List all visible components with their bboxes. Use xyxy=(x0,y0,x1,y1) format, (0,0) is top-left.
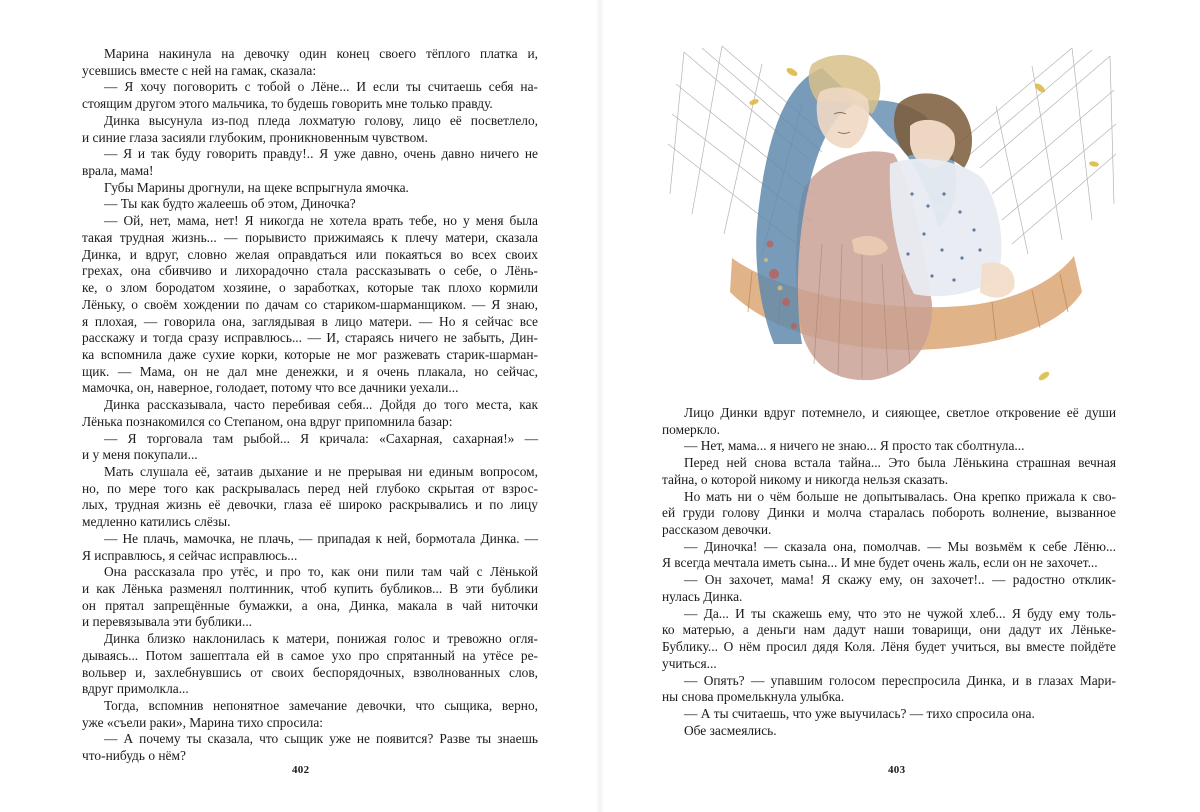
text-line: и как Лёнька разменял полтинник, чтоб купить бубликов... В эти бублики xyxy=(82,581,538,596)
text-line: Мать слушала её, затаив дыхание и не прерывая ни единым вопросом, xyxy=(104,463,538,479)
text-line: рассказом девочки. xyxy=(662,522,772,538)
right-page xyxy=(600,0,1200,812)
illustration-image xyxy=(662,44,1118,390)
text-line: ко матерью, а деньги нам дадут наши товарищи, они дадут их Лёньке- xyxy=(662,622,1116,638)
text-line: Перед ней снова встала тайна... Это была Лёнькина страшная вечная xyxy=(684,455,1116,471)
text-line: померкло. xyxy=(662,421,720,437)
text-line: Губы Марины дрогнули, на щеке вспрыгнула ямочка. xyxy=(104,179,409,195)
text-line: ке, о злом бородатом хозяине, о заработках, которые так плохо кормили xyxy=(82,280,538,296)
text-line: Лёньку, о своём хождении по дачам со стариком-шарманщиком. — Я знаю, xyxy=(82,296,538,312)
text-line: Лицо Динки вдруг потемнело, и сияющее, светлое откровение её души xyxy=(684,405,1116,420)
text-line: — Ой, нет, мама, нет! Я никогда не хотела врать тебе, но у меня была xyxy=(104,213,538,229)
text-line: — Опять? — упавшим голосом переспросила Динка, и в глазах Мари- xyxy=(684,672,1116,688)
text-line: стоящим другом этого мальчика, то будешь говорить мне только правду. xyxy=(82,96,493,112)
text-line: ей груди голову Динки и молча старалась побороть волнение, вызванное xyxy=(662,505,1116,521)
text-line: — Я и так буду говорить правду!.. Я уже давно, очень давно ничего не xyxy=(104,146,538,162)
text-line: — А ты считаешь, что уже выучилась? — тихо спросила она. xyxy=(684,705,1035,721)
mother-face xyxy=(817,87,870,148)
text-line: такая трудная жизнь... — порывисто прижимаясь к плечу матери, сказала xyxy=(82,229,538,245)
text-line: лых, трудная жизнь её девочки, глаза её широко раскрывались и по лицу xyxy=(82,497,538,513)
text-line: врала, мама! xyxy=(82,163,154,179)
text-line: — Ты как будто жалеешь об этом, Диночка? xyxy=(104,196,356,212)
text-line: мамочка, он, наверное, голодает, потому что все дачники уехали... xyxy=(82,380,459,396)
text-line: — Нет, мама... я ничего не знаю... Я просто так сболтнула... xyxy=(684,438,1025,454)
text-line: — Не плачь, мамочка, не плачь, — припадая к ней, бормотала Динка. — xyxy=(104,530,538,546)
text-line: Тогда, вспомнив непонятное замечание девочки, что сыщика, верно, xyxy=(104,698,538,714)
text-line: ка вспомнила даже сухие корки, которые не мог разжевать старик-шарман- xyxy=(82,346,538,362)
text-line: Я исправлюсь, я сейчас исправлюсь... xyxy=(82,547,298,563)
text-line: грехах, она сбивчиво и лихорадочно стала рассказывать о себе, о Лёнь- xyxy=(82,263,538,279)
text-line: нулась Динка. xyxy=(662,588,743,604)
text-line: — Я торговала там рыбой... Я кричала: «Сахарная, сахарная!» — xyxy=(104,430,538,446)
text-line: вдруг примолкла... xyxy=(82,681,189,697)
right-page-number: 403 xyxy=(888,764,906,776)
text-line: щик. — Мама, он не дал мне денежки, и я очень плакала, но сейчас, xyxy=(82,363,538,379)
text-line: Но мать ни о чём больше не допытывалась. Она крепко прижала к сво- xyxy=(684,488,1116,504)
text-line: — Да... И ты скажешь ему, что это не чужой хлеб... Я буду ему толь- xyxy=(684,605,1116,621)
text-line: учиться... xyxy=(662,655,717,671)
text-line: он прятал запрещённые бумажки, а она, Динка, макала в чай ниточки xyxy=(82,597,538,613)
text-line: — Диночка! — сказала она, помолчав. — Мы возьмём к себе Лёню... xyxy=(684,538,1116,554)
left-page-text xyxy=(82,46,538,765)
text-line: Динка рассказывала, часто перебивая себя... Дойдя до того места, как xyxy=(104,397,538,413)
text-line: и перевязывала эти бублики... xyxy=(82,614,253,630)
text-line: ны снова промелькнула улыбка. xyxy=(662,689,845,705)
text-line: я плохая, — говорила она, заглядывая в лицо матери. — Но я сейчас все xyxy=(82,313,538,329)
text-line: дываясь... Потом зашептала ей в самое ухо про спрятанный на утёсе ре- xyxy=(82,647,538,663)
text-line: и синие глаза засияли глубоким, проникновенным чувством. xyxy=(82,129,428,145)
text-line: но, по мере того как раскрывалась перед ней глубоко скрытая от взрос- xyxy=(82,480,538,496)
text-line: — Он захочет, мама! Я скажу ему, он захочет!.. — радостно отклик- xyxy=(684,572,1116,588)
text-line: — Я хочу поговорить с тобой о Лёне... И если ты считаешь себя на- xyxy=(104,79,538,95)
text-line: Лёнька познакомился со Степаном, она вдруг припомнила базар: xyxy=(82,413,453,429)
text-line: тайна, о которой никому и никогда нельзя сказать. xyxy=(662,471,949,487)
text-line: вольвер и, захлебнувшись от своих беспорядочных, взволнованных слов, xyxy=(82,664,538,680)
text-line: что-нибудь о нём? xyxy=(82,748,186,764)
text-line: Бублику... О нём просил дядя Коля. Лёня будет учиться, вы вместе пойдёте xyxy=(662,639,1116,655)
left-page-number: 402 xyxy=(292,764,310,776)
text-line: Марина накинула на девочку один конец своего тёплого платка и, xyxy=(104,46,538,61)
text-line: усевшись вместе с ней на гамак, сказала: xyxy=(82,62,317,78)
text-line: Я всегда мечтала иметь сына... И мне будет очень жаль, если он не захочет... xyxy=(662,555,1098,571)
text-line: Динка высунула из-под пледа лохматую голову, лицо её посветлело, xyxy=(104,112,538,128)
girl-legs xyxy=(980,262,1015,297)
text-line: уже «съели раки», Марина тихо спросила: xyxy=(82,714,323,730)
text-line: медленно катились слёзы. xyxy=(82,514,231,530)
right-page-text xyxy=(662,405,1116,739)
text-line: Динка близко наклонилась к матери, понижая голос и тревожно огля- xyxy=(104,631,538,647)
text-line: Динка, и вдруг, словно желая оправдаться или покаяться во всех своих xyxy=(82,246,538,262)
text-line: Обе засмеялись. xyxy=(684,722,777,738)
text-line: и у меня покупали... xyxy=(82,447,198,463)
text-line: — А почему ты сказала, что сыщик уже не появится? Разве ты знаешь xyxy=(104,731,538,747)
text-line: расскажу и тогда сразу исправлюсь... — И, стараясь ничего не забыть, Дин- xyxy=(82,330,538,346)
text-line: Она рассказала про утёс, и про то, как они пили там чай с Лёнькой xyxy=(104,564,538,580)
